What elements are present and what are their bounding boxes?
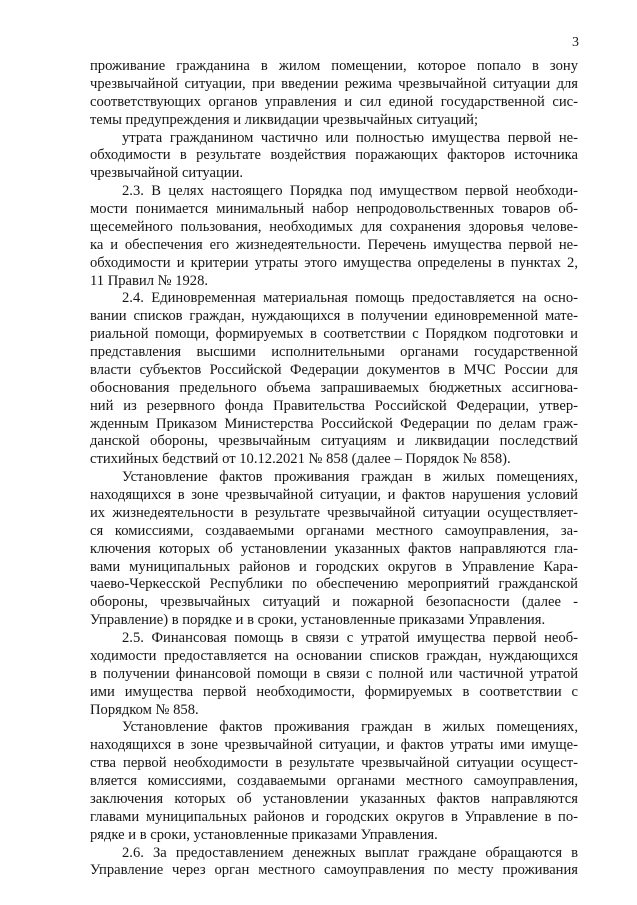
text-line: ключения которых об установлении указанных фактов направляются гла- <box>90 540 578 557</box>
paragraph <box>90 130 578 184</box>
text-line: обходимости и критерии утраты этого имущества определены в пунктах 2, <box>90 254 578 271</box>
text-line: проживание гражданина в жилом помещении, которое попало в зону <box>90 58 578 74</box>
text-line: власти субъектов Российской Федерации документов в МЧС России для <box>90 361 578 378</box>
text-line: 11 Правил № 1928. <box>90 272 209 289</box>
text-line: 2.3. В целях настоящего Порядка под имуществом первой необходи- <box>122 183 578 200</box>
text-line: 2.4. Единовременная материальная помощь предоставляется на осно- <box>122 290 578 307</box>
paragraph <box>90 469 578 630</box>
text-line: 2.5. Финансовая помощь в связи с утратой имущества первой необ- <box>122 630 578 646</box>
paragraph <box>90 290 578 469</box>
text-line: находящихся в зоне чрезвычайной ситуации, и фактов нарушения условий <box>90 487 578 503</box>
text-line: темы предупреждения и ликвидации чрезвычайных ситуаций; <box>90 111 479 128</box>
text-line: жденным Приказом Министерства Российской Федерации по делам граж- <box>90 415 578 432</box>
text-line: находящихся в зоне чрезвычайной ситуации, и фактов утраты ими имуще- <box>90 737 578 754</box>
text-line: риальной помощи, формируемых в соответствии с Порядком подготовки и <box>90 326 578 343</box>
text-line: чрезвычайной ситуации. <box>90 165 244 182</box>
text-line: рядке и в сроки, установленные приказами Управления. <box>90 826 438 843</box>
text-line: вании списков граждан, нуждающихся в получении единовременной мате- <box>90 308 578 325</box>
text-line: стихийных бедствий от 10.12.2021 № 858 (далее – Порядок № 858). <box>90 451 511 468</box>
text-line: обоснования предельного объема запрашиваемых бюджетных ассигнова- <box>90 379 578 396</box>
paragraph <box>90 630 578 719</box>
text-line: обороны, чрезвычайных ситуаций и пожарной безопасности (далее - <box>90 594 578 611</box>
paragraph <box>90 845 578 881</box>
text-line: утрата гражданином частично или полностью имущества первой не- <box>122 129 578 146</box>
text-line: ства первой необходимости в результате чрезвычайной ситуации осущест- <box>90 755 578 772</box>
text-line: чрезвычайной ситуации, при введении режима чрезвычайной ситуации для <box>90 75 578 92</box>
text-line: Управление через орган местного самоуправления по месту проживания <box>90 862 578 879</box>
document-body <box>90 58 578 880</box>
paragraph <box>90 719 578 844</box>
text-line: вами муниципальных районов и городских округов в Управление Кара- <box>90 558 578 575</box>
text-line: обходимости в результате воздействия поражающих факторов источника <box>90 147 578 164</box>
text-line: щесемейного пользования, необходимых для сохранения здоровья челове- <box>90 218 578 235</box>
text-line: главами муниципальных районов и городских округов в Управление в по- <box>90 808 578 825</box>
text-line: ся комиссиями, создаваемыми органами местного самоуправления, за- <box>90 522 578 539</box>
text-line: ходимости предоставляется на основании списков граждан, нуждающихся <box>90 647 578 664</box>
text-line: ими имущества первой необходимости, формируемых в соответствии с <box>90 683 578 700</box>
text-line: заключения которых об установлении указанных фактов направляются <box>90 790 578 807</box>
text-line: их жизнедеятельности в результате чрезвычайной ситуации осуществляет- <box>90 504 578 521</box>
text-line: ний из резервного фонда Правительства Российской Федерации, утвер- <box>90 397 578 414</box>
text-line: соответствующих органов управления и сил единой государственной сис- <box>90 93 578 110</box>
text-line: Порядком № 858. <box>90 701 199 718</box>
text-line: мости понимается минимальный набор непродовольственных товаров об- <box>90 201 578 217</box>
text-line: вляется комиссиями, создаваемыми органами местного самоуправления, <box>90 773 578 789</box>
text-line: ка и обеспечения его жизнедеятельности. Перечень имущества первой не- <box>90 236 578 253</box>
text-line: представления высшими исполнительными органами государственной <box>90 344 578 360</box>
paragraph <box>90 183 578 290</box>
text-line: в получении финансовой помощи в связи с полной или частичной утратой <box>90 665 578 682</box>
text-line: Установление фактов проживания граждан в жилых помещениях, <box>122 469 578 486</box>
page-number: 3 <box>572 35 579 50</box>
text-line: 2.6. За предоставлением денежных выплат граждане обращаются в <box>122 844 578 861</box>
text-line: чаево-Черкесской Республики по обеспечению мероприятий гражданской <box>90 576 578 593</box>
paragraph <box>90 58 578 130</box>
text-line: Управление) в порядке и в сроки, установленные приказами Управления. <box>90 612 546 629</box>
text-line: Установление фактов проживания граждан в жилых помещениях, <box>122 719 578 736</box>
text-line: данской обороны, чрезвычайным ситуациям и ликвидации последствий <box>90 433 578 450</box>
